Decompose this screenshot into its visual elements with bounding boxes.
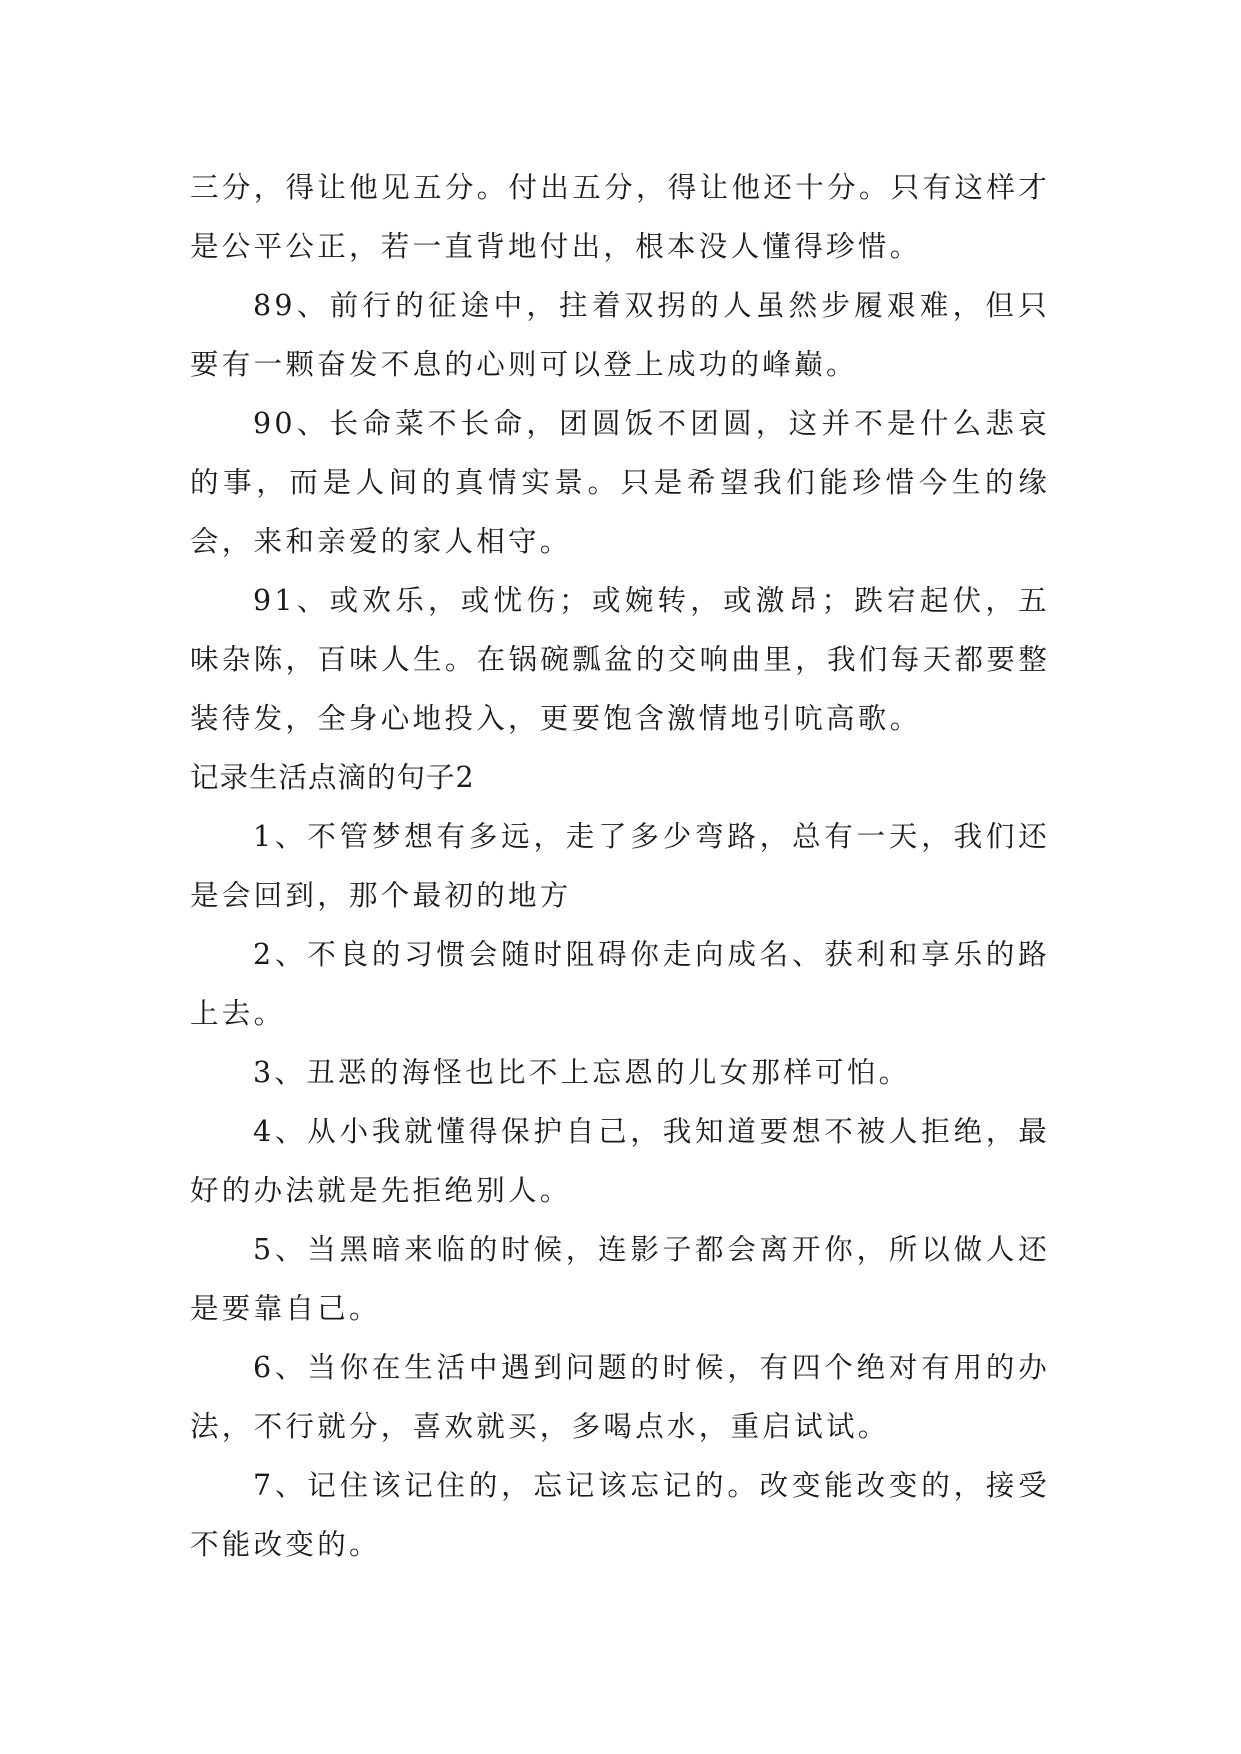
paragraph-item-7: 7、记住该记住的，忘记该忘记的。改变能改变的，接受不能改变的。 bbox=[190, 1469, 1050, 1561]
paragraph-item-6: 6、当你在生活中遇到问题的时候，有四个绝对有用的办法，不行就分，喜欢就买，多喝点水，重启试试。 bbox=[190, 1351, 1050, 1443]
paragraph-item-91: 91、或欢乐，或忧伤；或婉转，或激昂；跌宕起伏，五味杂陈，百味人生。在锅碗瓢盆的交响曲里，我们每天都要整装待发，全身心地投入，更要饱含激情地引吭高歌。 bbox=[190, 584, 1050, 735]
paragraph-item-1: 1、不管梦想有多远，走了多少弯路，总有一天，我们还是会回到，那个最初的地方 bbox=[190, 820, 1050, 912]
document-page bbox=[190, 158, 1050, 1574]
paragraph-item-5: 5、当黑暗来临的时候，连影子都会离开你，所以做人还是要靠自己。 bbox=[190, 1233, 1050, 1325]
paragraph-continuation: 三分，得让他见五分。付出五分，得让他还十分。只有这样才是公平公正，若一直背地付出，根本没人懂得珍惜。 bbox=[190, 171, 1050, 263]
paragraph-item-89: 89、前行的征途中，拄着双拐的人虽然步履艰难，但只要有一颗奋发不息的心则可以登上成功的峰巅。 bbox=[190, 289, 1050, 381]
paragraph-item-2: 2、不良的习惯会随时阻碍你走向成名、获利和享乐的路上去。 bbox=[190, 938, 1050, 1030]
paragraph-item-4: 4、从小我就懂得保护自己，我知道要想不被人拒绝，最好的办法就是先拒绝别人。 bbox=[190, 1115, 1050, 1207]
section-heading: 记录生活点滴的句子2 bbox=[190, 761, 475, 794]
paragraph-item-90: 90、长命菜不长命，团圆饭不团圆，这并不是什么悲哀的事，而是人间的真情实景。只是希望我们能珍惜今生的缘会，来和亲爱的家人相守。 bbox=[190, 407, 1050, 558]
paragraph-item-3: 3、丑恶的海怪也比不上忘恩的儿女那样可怕。 bbox=[253, 1056, 911, 1089]
